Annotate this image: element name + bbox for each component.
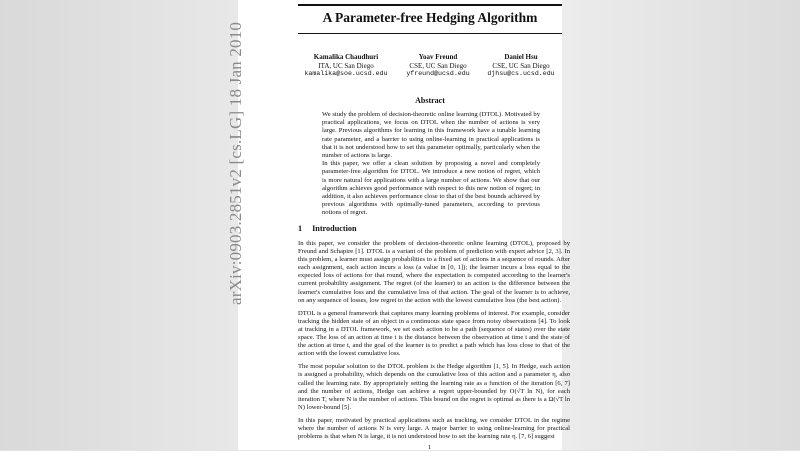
viewer-background-left [0,0,238,450]
author-email: djhsu@cs.ucsd.edu [487,70,555,77]
author-affiliation: CSE, UC San Diego [409,61,467,70]
author-email: yfreund@ucsd.edu [406,70,470,77]
title-rule-top [298,4,562,6]
abstract-paragraph: We study the problem of decision-theoretic online learning (DTOL). Motivated by practical applications, we focus on DTOL when the number of actions is very large. Previous algorithms for learning in this framework have a tunable learning rate parameter, and a barrier to using online-learning in practical applications is that it is not understood how to set this parameter optimally, particularly when the number of actions is large. [322,111,540,160]
author-name: Daniel Hsu [504,53,538,61]
abstract [322,111,540,218]
author-name: Yoav Freund [418,53,458,61]
abstract-heading: Abstract [415,96,445,105]
author-block [400,53,476,79]
author-block [298,53,394,79]
arxiv-identifier: arXiv:0903.2851v2 [cs.LG] 18 Jan 2010 [226,21,245,305]
author-block [480,53,562,79]
viewer-background-right [562,0,800,450]
abstract-paragraph: In this paper, we offer a clean solution by proposing a novel and completely parameter-free algorithm for DTOL. We introduce a new notion of regret, which is more natural for applications with a large number of actions. We show that our algorithm achieves good performance with respect to this new notion of regret; in addition, it also achieves performance close to that of the best bounds achieved by previous algorithms with optimally-tuned parameters, according to previous notions of regret. [322,160,540,217]
section-number: 1 [298,224,303,233]
author-affiliation: ITA, UC San Diego [318,61,374,70]
section-title: Introduction [312,224,357,233]
page-number: 1 [428,444,432,451]
body-paragraph: In this paper, we consider the problem of decision-theoretic online learning (DTOL), proposed by Freund and Schapire [1]. DTOL is a variant of the problem of prediction with expert advice [2, 3]. In this problem, a learner must assign probabilities to a fixed set of actions in a sequence of rounds. After each assignment, each action incurs a loss (a value in [0, 1]); the learner incurs a loss equal to the expected loss of actions for that round, where the expectation is computed according to the learner's current probability assignment. The regret (of the learner) to an action is the difference between the learner's cumulative loss and the cumulative loss of that action. The goal of the learner is to achieve, on any sequence of losses, low regret to the action with the lowest cumulative loss (the best action). [298,240,570,304]
author-name: Kamalika Chaudhuri [313,53,379,61]
introduction-body [298,240,570,446]
section-heading [298,224,357,233]
body-paragraph: In this paper, motivated by practical applications such as tracking, we consider DTOL in the regime where the number of actions N is very large. A major barrier to using online-learning for practical problems is that when N is large, it is not understood how to set the learning rate η. [7, 6] suggest [298,416,570,441]
author-affiliation: CSE, UC San Diego [492,61,550,70]
body-paragraph: DTOL is a general framework that captures many learning problems of interest. For example, consider tracking the hidden state of an object in a continuous state space from noisy observations [4]. To look at tracking in a DTOL framework, we set each action to be a path (sequence of states) over the state space. The loss of an action at time t is the distance between the observation at time t and the state of the action at time t, and the goal of the learner is to predict a path which has loss close to that of the action with the lowest cumulative loss. [298,309,570,358]
author-email: kamalika@soe.ucsd.edu [304,70,388,77]
title-rule-bottom [298,33,562,34]
body-paragraph: The most popular solution to the DTOL problem is the Hedge algorithm [1, 5]. In Hedge, each action is assigned a probability, which depends on the cumulative loss of this action and a parameter η, also called the learning rate. By appropriately setting the learning rate as a function of the iteration [6, 7] and the number of actions, Hedge can achieve a regret upper-bounded by O(√T ln N), for each iteration T, where N is the number of actions. This bound on the regret is optimal as there is a Ω(√T ln N) lower-bound [5]. [298,363,570,411]
paper-title: A Parameter-free Hedging Algorithm [322,10,538,25]
